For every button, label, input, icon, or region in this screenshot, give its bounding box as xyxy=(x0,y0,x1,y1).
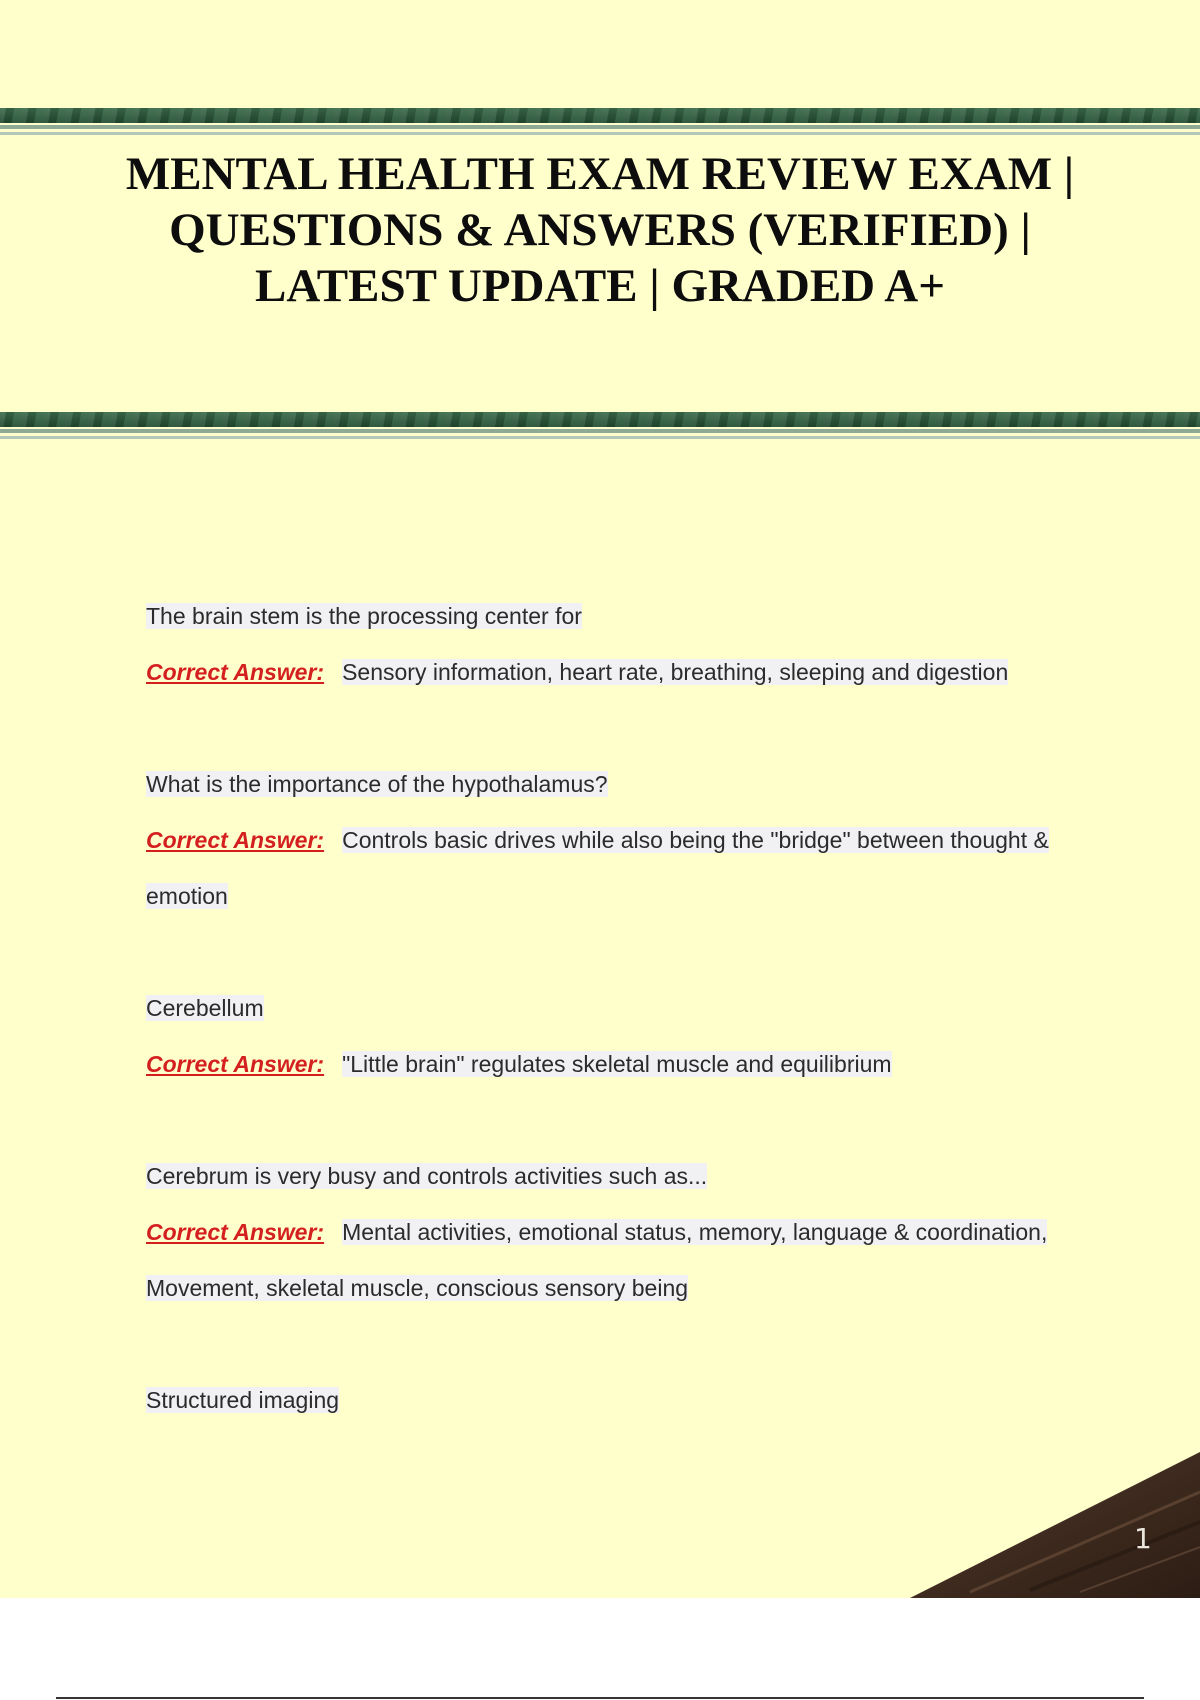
question-text: Cerebellum xyxy=(146,995,264,1021)
title-top-border xyxy=(0,108,1200,138)
question-text: Structured imaging xyxy=(146,1387,340,1413)
question-text: What is the importance of the hypothalamus? xyxy=(146,771,608,797)
question-text: Cerebrum is very busy and controls activities such as... xyxy=(146,1163,708,1189)
question-text: The brain stem is the processing center for xyxy=(146,603,582,629)
footer-rule xyxy=(56,1697,1144,1699)
page-number: 1 xyxy=(1134,1522,1152,1555)
answer-text: Mental activities, emotional status, memory, language & coordination, Movement, skeletal muscle, conscious sensory being xyxy=(146,1219,1048,1301)
answer-text: Controls basic drives while also being the "bridge" between thought & emotion xyxy=(146,827,1049,909)
answer-text: "Little brain" regulates skeletal muscle and equilibrium xyxy=(342,1051,892,1077)
document-title: MENTAL HEALTH EXAM REVIEW EXAM | QUESTIONS & ANSWERS (VERIFIED) | LATEST UPDATE | GRADED A+ xyxy=(125,148,1075,312)
answer-label: Correct Answer: xyxy=(146,659,325,685)
answer-label: Correct Answer: xyxy=(146,1219,325,1245)
qa-item xyxy=(146,1148,1096,1316)
answer-label: Correct Answer: xyxy=(146,1051,325,1077)
qa-item xyxy=(146,588,1096,700)
qa-item xyxy=(146,980,1096,1092)
title-bottom-border xyxy=(0,412,1200,442)
wood-corner-decoration xyxy=(910,1452,1200,1598)
qa-list xyxy=(146,588,1096,1484)
answer-label: Correct Answer: xyxy=(146,827,325,853)
qa-item xyxy=(146,1372,1096,1428)
answer-text: Sensory information, heart rate, breathing, sleeping and digestion xyxy=(342,659,1009,685)
qa-item xyxy=(146,756,1096,924)
